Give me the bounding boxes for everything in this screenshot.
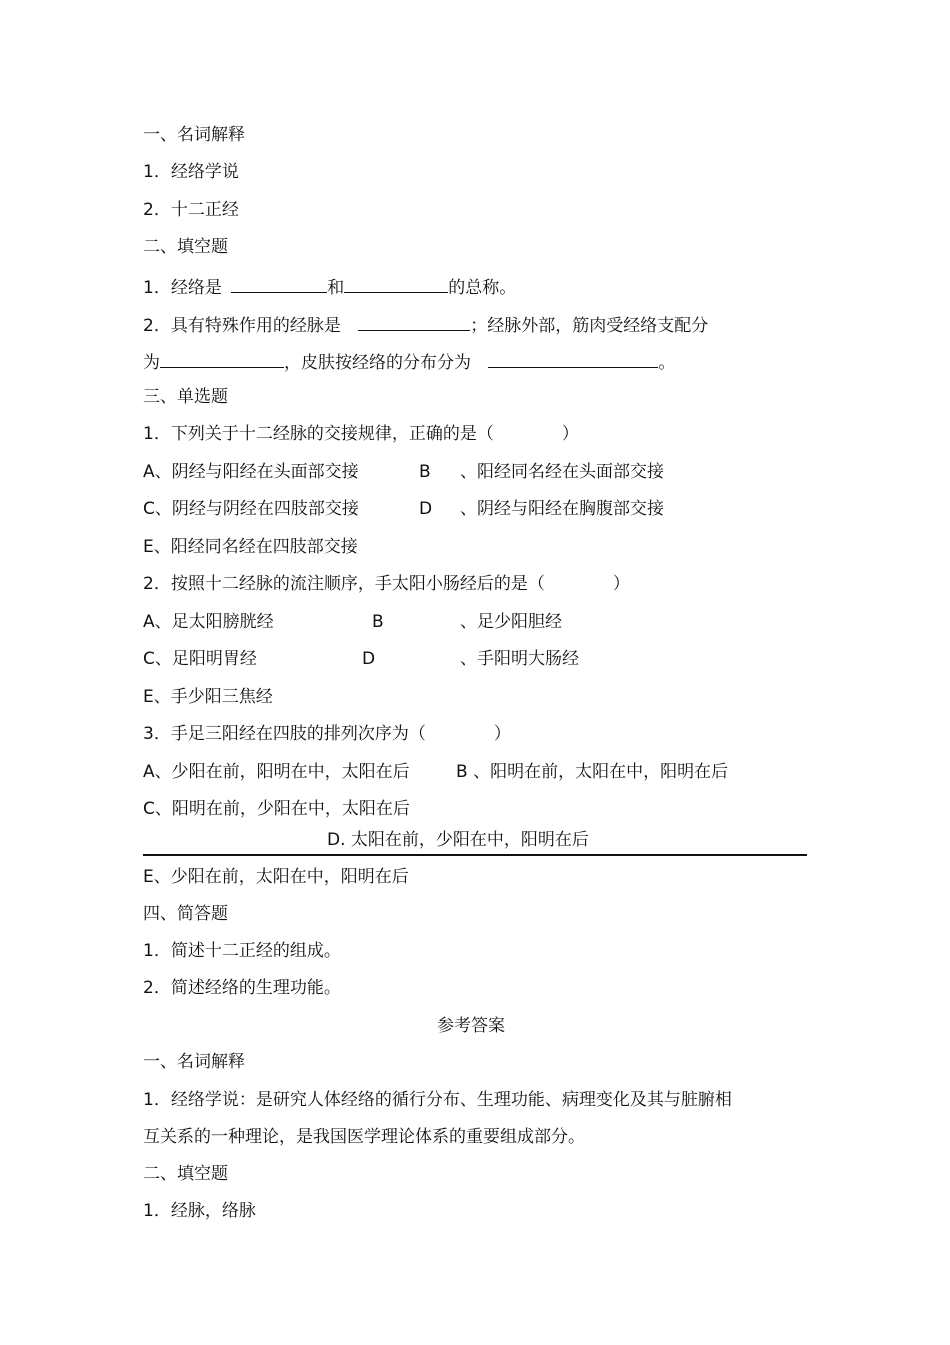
- short-answer-1: 1．简述十二正经的组成。: [143, 941, 341, 961]
- q1-stem: 1．下列关于十二经脉的交接规律，正确的是（ ）: [143, 424, 579, 444]
- q2-option-b: 、足少阳胆经: [460, 612, 562, 632]
- section-heading-1: 一、名词解释: [143, 125, 245, 145]
- q1-option-a: A、阴经与阳经在头面部交接: [143, 462, 359, 482]
- q2-option-d: 、手阳明大肠经: [460, 649, 579, 669]
- short-answer-2: 2．简述经络的生理功能。: [143, 978, 341, 998]
- answer-heading-1: 一、名词解释: [143, 1052, 245, 1072]
- fill1-text-b: 和: [327, 278, 345, 298]
- answers-title: 参考答案: [437, 1016, 505, 1036]
- fill1-text-a: 1．经络是: [143, 278, 222, 298]
- fill2-blank-2: [160, 349, 284, 368]
- q3-option-d: D. 太阳在前，少阳在中，阳明在后: [327, 830, 589, 850]
- answer-term-1-line-2: 互关系的一种理论，是我国医学理论体系的重要组成部分。: [143, 1127, 585, 1147]
- term-item-1: 1．经络学说: [143, 162, 239, 182]
- q3-option-c: C、阳明在前，少阳在中，太阳在后: [143, 799, 410, 819]
- q2-option-d-letter: D: [362, 649, 376, 669]
- fill2-text-d: ，皮肤按经络的分布分为: [284, 353, 471, 373]
- fill2-text-a: 2．具有特殊作用的经脉是: [143, 316, 341, 336]
- q1-option-c: C、阴经与阴经在四肢部交接: [143, 499, 359, 519]
- section-heading-4: 四、简答题: [143, 904, 228, 924]
- q2-option-b-letter: B: [372, 612, 384, 632]
- fill-question-2-line-1: [143, 312, 708, 337]
- fill1-blank-1: [231, 274, 327, 293]
- term-item-2: 2．十二正经: [143, 200, 239, 220]
- q3-option-e: E、少阳在前，太阳在中，阳明在后: [143, 867, 409, 887]
- q2-option-c: C、足阳明胃经: [143, 649, 257, 669]
- fill2-text-e: 。: [658, 353, 676, 373]
- answer-heading-2: 二、填空题: [143, 1164, 228, 1184]
- q3-option-b: B 、阳明在前，太阳在中，阳明在后: [456, 762, 729, 782]
- section-heading-3: 三、单选题: [143, 387, 228, 407]
- q3-option-a: A、少阳在前，阳明在中，太阳在后: [143, 762, 410, 782]
- q1-option-d-letter: D: [419, 499, 433, 519]
- q2-stem: 2．按照十二经脉的流注顺序，手太阳小肠经后的是（ ）: [143, 574, 630, 594]
- q1-option-b-letter: B: [419, 462, 431, 482]
- fill1-blank-2: [344, 274, 448, 293]
- q2-option-e: E、手少阳三焦经: [143, 687, 273, 707]
- answer-term-1-line-1: 1．经络学说：是研究人体经络的循行分布、生理功能、病理变化及其与脏腑相: [143, 1090, 732, 1110]
- fill2-blank-3: [488, 349, 658, 368]
- fill2-blank-1: [358, 312, 470, 331]
- q1-option-d: 、阴经与阳经在胸腹部交接: [460, 499, 664, 519]
- q1-option-b: 、阳经同名经在头面部交接: [460, 462, 664, 482]
- horizontal-rule: [143, 854, 807, 856]
- q2-option-a: A、足太阳膀胱经: [143, 612, 274, 632]
- fill1-text-c: 的总称。: [448, 278, 517, 298]
- fill-question-2-line-2: [143, 349, 675, 374]
- q1-option-e: E、阳经同名经在四肢部交接: [143, 537, 358, 557]
- fill2-text-c: 为: [143, 353, 160, 373]
- q3-stem: 3．手足三阳经在四肢的排列次序为（ ）: [143, 724, 511, 744]
- fill2-text-b: ；经脉外部，筋肉受经络支配分: [470, 316, 709, 336]
- fill-question-1: [143, 274, 516, 299]
- answer-fill-1: 1．经脉，络脉: [143, 1201, 256, 1221]
- section-heading-2: 二、填空题: [143, 237, 228, 257]
